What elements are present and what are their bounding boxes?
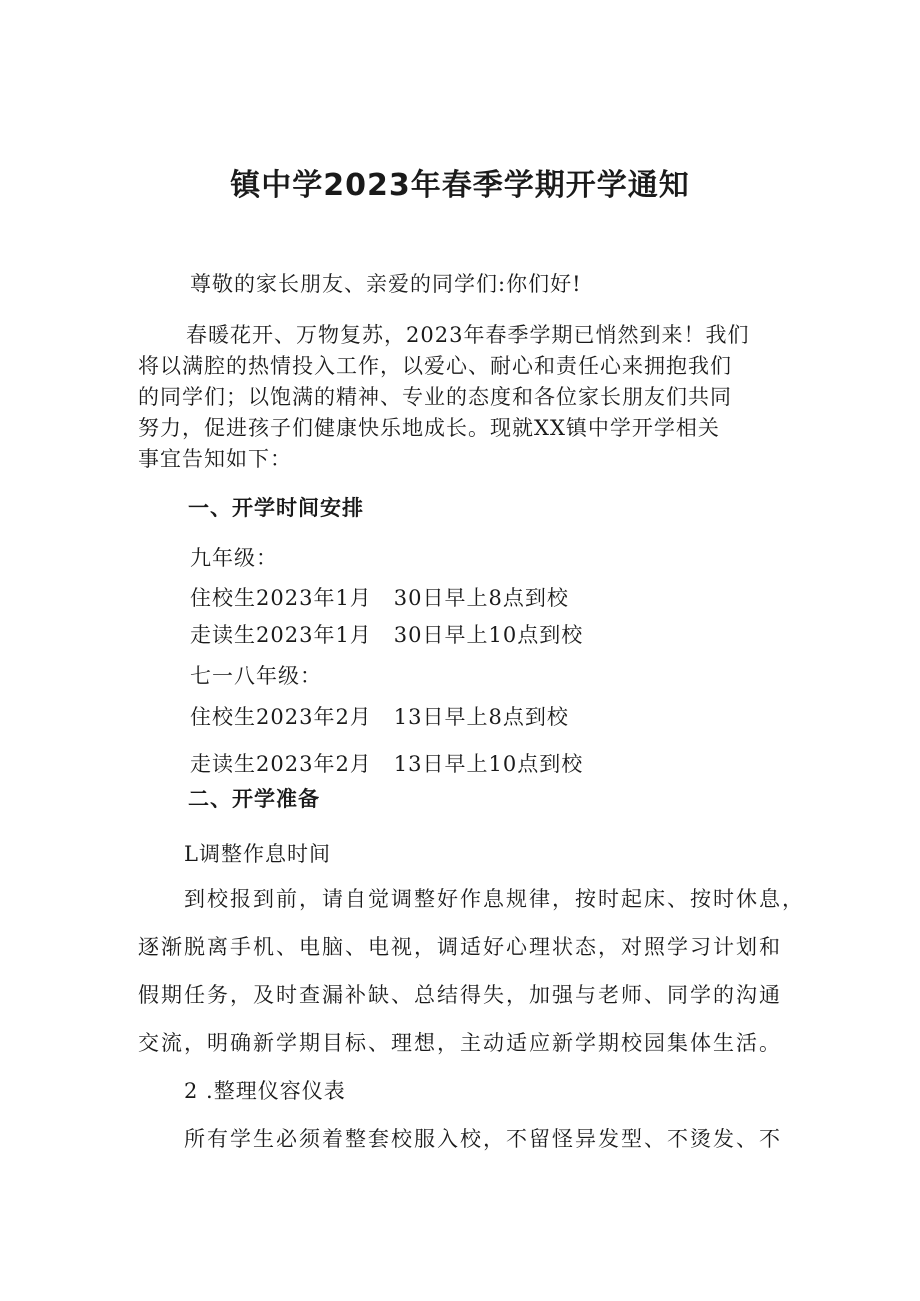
paragraph-line: 假期任务，及时查漏补缺、总结得失，加强与老师、同学的沟通 [138, 983, 782, 1007]
subsection-title-schedule: L调整作息时间 [184, 842, 331, 866]
greeting: 尊敬的家长朋友、亲爱的同学们:你们好! [190, 272, 582, 296]
grade-label: 七一八年级： [190, 664, 322, 688]
schedule-item: 走读生2023年2月 13日早上10点到校 [190, 752, 584, 776]
paragraph-line: 逐渐脱离手机、电脑、电视，调适好心理状态，对照学习计划和 [138, 935, 782, 959]
schedule-item: 住校生2023年2月 13日早上8点到校 [190, 705, 569, 729]
section-heading-preparation: 二、开学准备 [188, 787, 320, 811]
intro-line: 将以满腔的热情投入工作，以爱心、耐心和责任心来拥抱我们 [138, 354, 732, 378]
schedule-item: 走读生2023年1月 30日早上10点到校 [190, 623, 584, 647]
schedule-item: 住校生2023年1月 30日早上8点到校 [190, 586, 569, 610]
grade-label: 九年级： [190, 546, 278, 570]
subsection-title-appearance: 2 .整理仪容仪表 [184, 1079, 346, 1103]
paragraph-line: 到校报到前，请自觉调整好作息规律，按时起床、按时休息， [184, 887, 805, 911]
intro-line: 努力，促进孩子们健康快乐地成长。现就XX镇中学开学相关 [138, 416, 720, 440]
paragraph-line: 交流，明确新学期目标、理想，主动适应新学期校园集体生活。 [138, 1031, 782, 1055]
section-heading-schedule: 一、开学时间安排 [188, 496, 364, 520]
intro-line: 事宜告知如下： [138, 447, 292, 471]
intro-line: 春暖花开、万物复苏，2023年春季学期已悄然到来！我们 [186, 323, 750, 347]
document-title: 镇中学2023年春季学期开学通知 [230, 168, 690, 203]
intro-line: 的同学们；以饱满的精神、专业的态度和各位家长朋友们共同 [138, 385, 732, 409]
paragraph-line: 所有学生必须着整套校服入校，不留怪异发型、不烫发、不 [184, 1127, 782, 1151]
